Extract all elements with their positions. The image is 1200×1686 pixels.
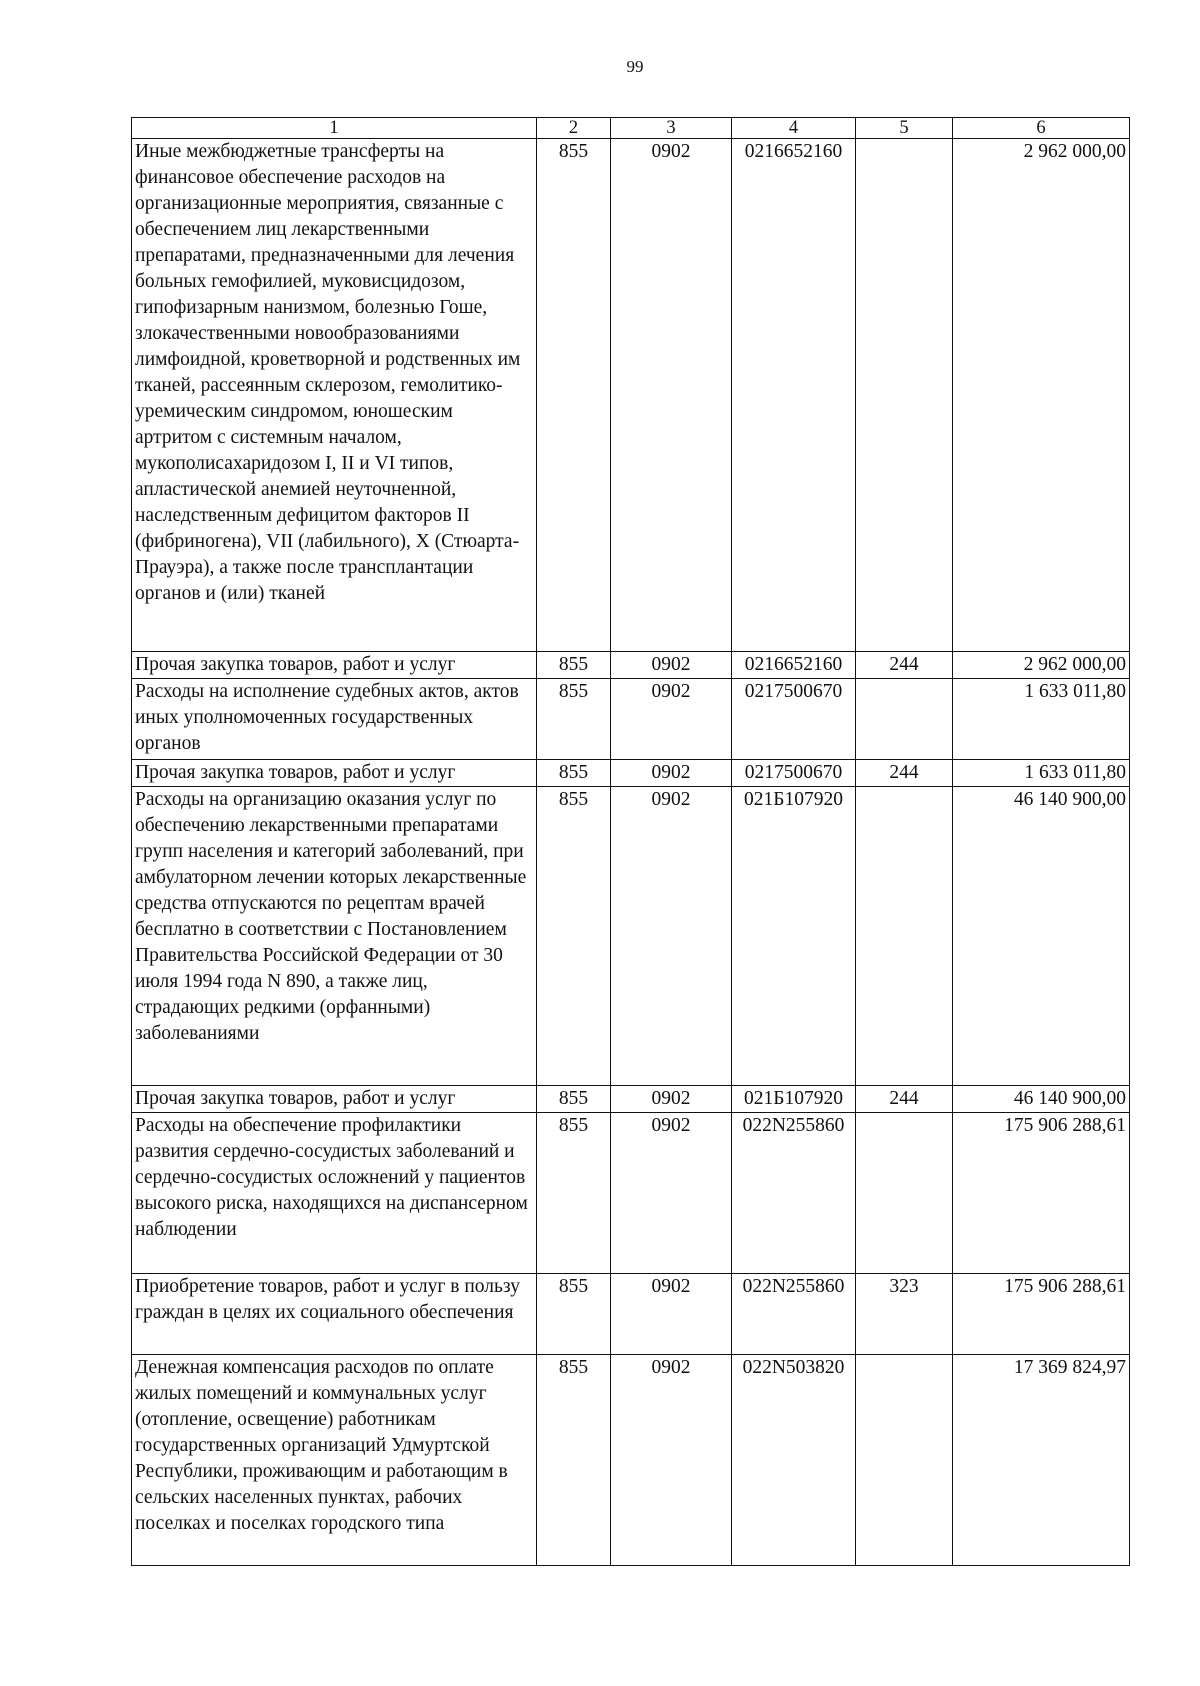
row-description: Расходы на исполнение судебных актов, актов иных уполномоченных государственных органов	[132, 679, 537, 760]
row-vr: 323	[856, 1274, 953, 1355]
row-section: 0902	[611, 1274, 732, 1355]
row-target: 0216652160	[732, 139, 856, 652]
column-header-2: 2	[537, 118, 611, 139]
row-amount: 2 962 000,00	[953, 139, 1130, 652]
row-target: 0217500670	[732, 760, 856, 787]
row-section: 0902	[611, 1113, 732, 1274]
row-amount: 2 962 000,00	[953, 652, 1130, 679]
row-section: 0902	[611, 1355, 732, 1566]
row-amount: 17 369 824,97	[953, 1355, 1130, 1566]
row-section: 0902	[611, 1086, 732, 1113]
row-vr: 244	[856, 760, 953, 787]
column-header-1: 1	[132, 118, 537, 139]
row-vr	[856, 787, 953, 1086]
row-description: Прочая закупка товаров, работ и услуг	[132, 652, 537, 679]
row-target: 0217500670	[732, 679, 856, 760]
table-row	[132, 1086, 1130, 1113]
row-description: Расходы на организацию оказания услуг по обеспечению лекарственными препаратами групп населения и категорий заболеваний, при амбулаторном лечении которых лекарственные средства отпускаются по рецептам врачей бесплатно в соответствии с Постановлением Правительства Российской Федерации от 30 июля 1994 года N 890, а также лиц, страдающих редкими (орфанными) заболеваниями	[132, 787, 537, 1086]
row-target: 021Б107920	[732, 1086, 856, 1113]
row-target: 021Б107920	[732, 787, 856, 1086]
row-grbs: 855	[537, 1355, 611, 1566]
row-vr: 244	[856, 1086, 953, 1113]
row-description: Иные межбюджетные трансферты на финансовое обеспечение расходов на организационные мероприятия, связанные с обеспечением лиц лекарственными препаратами, предназначенными для лечения больных гемофилией, муковисцидозом, гипофизарным нанизмом, болезнью Гоше, злокачественными новообразованиями лимфоидной, кроветворной и родственных им тканей, рассеянным склерозом, гемолитико-уремическим синдромом, юношеским артритом с системным началом, мукополисахаридозом I, II и VI типов, апластической анемией неуточненной, наследственным дефицитом факторов II (фибриногена), VII (лабильного), X (Стюарта-Прауэра), а также после трансплантации органов и (или) тканей	[132, 139, 537, 652]
row-target: 0216652160	[732, 652, 856, 679]
table-row	[132, 139, 1130, 652]
row-grbs: 855	[537, 1086, 611, 1113]
row-amount: 46 140 900,00	[953, 1086, 1130, 1113]
row-vr	[856, 139, 953, 652]
row-target: 022N503820	[732, 1355, 856, 1566]
table-row	[132, 760, 1130, 787]
row-section: 0902	[611, 652, 732, 679]
page-number: 99	[626, 57, 644, 76]
row-grbs: 855	[537, 679, 611, 760]
row-amount: 46 140 900,00	[953, 787, 1130, 1086]
row-grbs: 855	[537, 787, 611, 1086]
row-description: Прочая закупка товаров, работ и услуг	[132, 760, 537, 787]
row-description: Прочая закупка товаров, работ и услуг	[132, 1086, 537, 1113]
row-amount: 175 906 288,61	[953, 1113, 1130, 1274]
row-description: Расходы на обеспечение профилактики развития сердечно-сосудистых заболеваний и сердечно-сосудистых осложнений у пациентов высокого риска, находящихся на диспансерном наблюдении	[132, 1113, 537, 1274]
row-target: 022N255860	[732, 1113, 856, 1274]
column-header-3: 3	[611, 118, 732, 139]
column-header-4: 4	[732, 118, 856, 139]
row-section: 0902	[611, 787, 732, 1086]
row-section: 0902	[611, 139, 732, 652]
row-grbs: 855	[537, 760, 611, 787]
row-description: Денежная компенсация расходов по оплате жилых помещений и коммунальных услуг (отопление, освещение) работникам государственных организаций Удмуртской Республики, проживающим и работающим в сельских населенных пунктах, рабочих поселках и поселках городского типа	[132, 1355, 537, 1566]
row-amount: 175 906 288,61	[953, 1274, 1130, 1355]
row-grbs: 855	[537, 139, 611, 652]
row-amount: 1 633 011,80	[953, 679, 1130, 760]
table-row	[132, 1274, 1130, 1355]
row-grbs: 855	[537, 1274, 611, 1355]
budget-table	[131, 117, 1130, 1566]
row-description: Приобретение товаров, работ и услуг в пользу граждан в целях их социального обеспечения	[132, 1274, 537, 1355]
column-header-6: 6	[953, 118, 1130, 139]
table-row	[132, 787, 1130, 1086]
header-row	[132, 118, 1130, 139]
row-vr: 244	[856, 652, 953, 679]
row-section: 0902	[611, 679, 732, 760]
table-row	[132, 679, 1130, 760]
table-row	[132, 1355, 1130, 1566]
row-section: 0902	[611, 760, 732, 787]
row-vr	[856, 679, 953, 760]
row-vr	[856, 1113, 953, 1274]
table-row	[132, 1113, 1130, 1274]
table-row	[132, 652, 1130, 679]
row-amount: 1 633 011,80	[953, 760, 1130, 787]
column-header-5: 5	[856, 118, 953, 139]
row-target: 022N255860	[732, 1274, 856, 1355]
row-vr	[856, 1355, 953, 1566]
row-grbs: 855	[537, 652, 611, 679]
row-grbs: 855	[537, 1113, 611, 1274]
